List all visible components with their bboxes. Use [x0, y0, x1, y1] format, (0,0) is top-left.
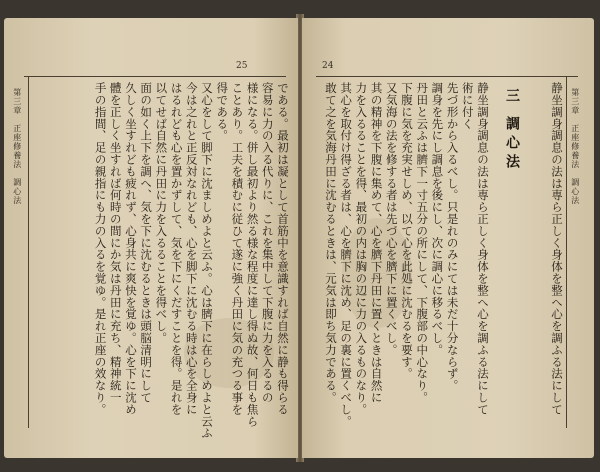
page-number: 25 [236, 61, 248, 71]
text-column: 久しく坐すれども疲れず、心身共に爽快を覚ゆ。心を下に沈め [123, 82, 138, 416]
text-column: 敢て之を気海丹田に沈むるときは、元気は即ち気力である。 [323, 82, 338, 404]
margin-rule [566, 76, 567, 428]
text-column: 又心をして脚下に沈ましめよと云ふ。心は臍下に在らしめよと云ふ [199, 82, 214, 439]
page-number: 24 [322, 61, 334, 71]
text-column: 得である。 [215, 82, 230, 142]
right-page [302, 18, 594, 458]
section-heading [502, 88, 522, 173]
text-column: 調身を先にし調息を後にし、次に調心に移るべし。 [430, 82, 445, 356]
text-column: 力を入るることを得、最初の内は胸の辺に力の入るものなり。 [354, 82, 369, 416]
text-column: ことあり。工夫を積むに従ひて遂に強く丹田に気の充つる事を [230, 82, 245, 416]
text-column: 様になる。併し最初より然る様な程度に達し得ぬ故、何日も焦ら [245, 82, 260, 428]
running-header: 第三章 正座修養法 調心法 [12, 88, 22, 205]
section-title: 調心法 [504, 116, 520, 173]
body-text [34, 82, 290, 439]
text-column: 以てせば自然に丹田に力を入るることを得べし。 [154, 82, 169, 344]
text-column: 丹田と云ふは臍下一寸五分の所にして、下腹部の中心なり。 [415, 82, 430, 404]
running-header: 第三章 正座修養法 調心法 [570, 88, 580, 205]
header-rule [316, 76, 578, 77]
text-column: 先づ形から入るべし。只是れのみにては未だ十分ならず。 [445, 82, 460, 392]
text-column: 其の精神を下腹に集めて、心を臍下丹田に置くときは自然に [369, 82, 384, 404]
section-number: 三 [504, 88, 520, 102]
text-column: 静坐調身調息の法は専ら正しく身体を整へ心を調ふる法にして [476, 82, 490, 416]
text-column: 静坐調身調息の法は専ら正しく身体を整へ心を調ふる法にして [550, 82, 564, 416]
margin-rule [28, 76, 29, 428]
text-column: 術に付く [460, 82, 475, 130]
text-column: 面の如く上下を調へ、気を下に沈むるときは頭脳清明にして [139, 82, 154, 404]
header-rule [24, 76, 286, 77]
body-text [320, 82, 490, 430]
text-column: 體を正しく坐すれば何時の間にか気は丹田に充ち、精神統一 [108, 82, 123, 404]
left-page [4, 18, 298, 458]
text-column: 容易に力の入る代りに、これを集中して下腹に力を入るるの [260, 82, 275, 404]
text-column: はるれども心を置かずして、気を下にくだすことを得。是れを [169, 82, 184, 416]
text-column: 下腹に気を充実せしめ、以て心を此処に沈むるを要す。 [399, 82, 414, 380]
text-column: 手の指間、足の親指にも力の入るを覚ゆ。是れ正座の效なり。 [93, 82, 108, 416]
text-column: 今は之れと正反対なれども、心を脚下に沈むる時は心を全身に [184, 82, 199, 416]
intro-text [538, 82, 564, 430]
text-column: である。最初は凝として首筋中を意識すれば自然に静も得らる [276, 82, 290, 416]
text-column: 其心を取付け得ざる者は、心を臍下に沈め、足の裏に置くべし。 [339, 82, 354, 428]
text-column: 又気海の法を修する者は先づ心を臍下に置くべし。 [384, 82, 399, 356]
